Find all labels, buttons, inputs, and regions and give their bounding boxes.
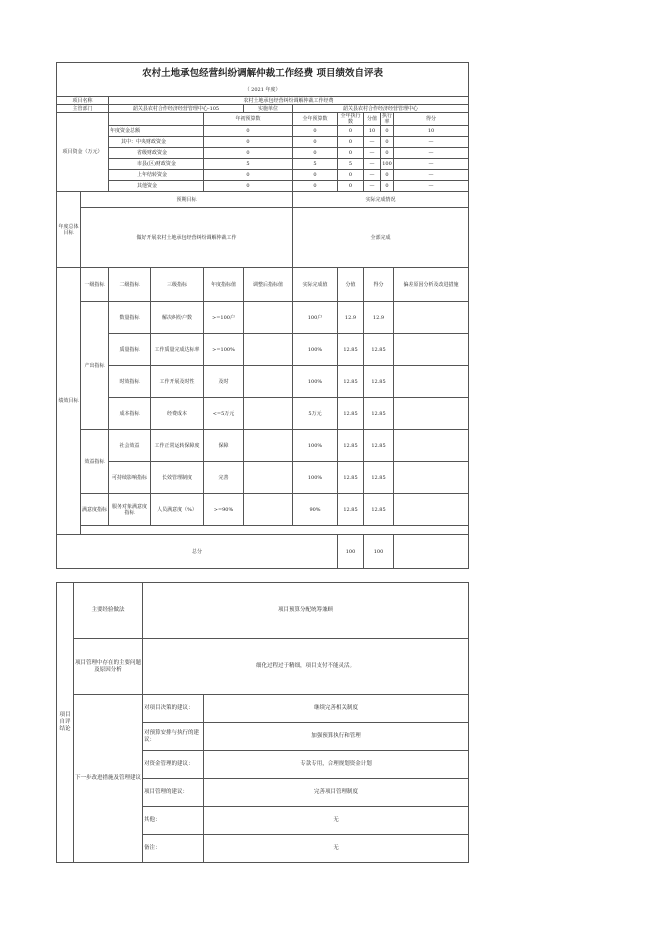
suggestion-label: 对项目决策的建议： <box>143 695 204 723</box>
adjusted-cell <box>244 398 293 430</box>
level1-label: 效益指标 <box>81 430 109 494</box>
actual-cell: 100% <box>293 430 338 462</box>
funds-cell: — <box>364 170 381 181</box>
funds-cell: — <box>394 148 469 159</box>
suggestion-label: 对资金管理的建议： <box>143 751 204 779</box>
level2-cell: 成本指标 <box>109 398 151 430</box>
score-cell: 12.85 <box>338 334 364 366</box>
level2-cell: 质量指标 <box>109 334 151 366</box>
funds-cell: — <box>364 181 381 192</box>
dept-value: 韶关县农村合作经济经营管理中心-105 <box>109 105 244 113</box>
funds-cell: 0 <box>381 181 394 192</box>
experience-value: 项目预算分配统筹兼顾 <box>143 583 469 639</box>
funds-cell: 0 <box>204 181 293 192</box>
funds-cell: 0 <box>381 137 394 148</box>
ind-header: 实际完成值 <box>293 268 338 302</box>
suggestion-value: 无 <box>204 807 469 835</box>
target-cell: >=100% <box>204 334 244 366</box>
funds-cell: 0 <box>381 126 394 137</box>
level3-cell: 工作质量完成达标率 <box>151 334 204 366</box>
funds-header: 执行率 <box>382 113 393 125</box>
funds-cell: 0 <box>338 126 364 137</box>
funds-cell: — <box>364 159 381 170</box>
level3-cell: 经费成本 <box>151 398 204 430</box>
funds-cell: 0 <box>338 170 364 181</box>
funds-cell: 0 <box>204 137 293 148</box>
funds-header: 全年预算数 <box>293 113 338 126</box>
suggestion-value: 专款专用，合理规划资金计划 <box>204 751 469 779</box>
target-cell: <=5万元 <box>204 398 244 430</box>
funds-cell: 0 <box>293 181 338 192</box>
adjusted-cell <box>244 366 293 398</box>
unit-value: 韶关县农村合作经济经营管理中心 <box>293 105 469 113</box>
funds-cell: 0 <box>204 126 293 137</box>
total-note <box>394 535 469 569</box>
adjusted-cell <box>244 302 293 334</box>
funds-row-name: 省级财政资金 <box>109 148 204 159</box>
got-cell: 12.85 <box>364 398 394 430</box>
funds-cell: 0 <box>338 181 364 192</box>
note-cell <box>394 334 469 366</box>
funds-cell: 0 <box>293 126 338 137</box>
funds-cell: 0 <box>204 148 293 159</box>
funds-cell: 0 <box>381 148 394 159</box>
score-cell: 12.85 <box>338 462 364 494</box>
note-cell <box>394 366 469 398</box>
project-name-label: 项目名称 <box>57 97 109 105</box>
funds-label: 项目资金（万元） <box>57 113 109 192</box>
dept-label: 主管部门 <box>57 105 109 113</box>
funds-cell: — <box>364 148 381 159</box>
suggestion-label: 项目管理的建议： <box>143 779 204 807</box>
total-score: 100 <box>338 535 364 569</box>
level3-cell: 解决纠纷户数 <box>151 302 204 334</box>
target-cell: 完善 <box>204 462 244 494</box>
funds-row-name: 市县(区)财政资金 <box>109 159 204 170</box>
funds-cell: 0 <box>381 170 394 181</box>
unit-label: 实施单位 <box>244 105 293 113</box>
funds-cell: — <box>394 181 469 192</box>
funds-cell: 10 <box>364 126 381 137</box>
got-cell: 12.85 <box>364 494 394 526</box>
problems-value: 细化过程过于精细，项目支付不能灵活。 <box>143 639 469 695</box>
got-cell: 12.9 <box>364 302 394 334</box>
level2-cell: 时效指标 <box>109 366 151 398</box>
level3-cell: 工作开展及时性 <box>151 366 204 398</box>
funds-cell: 0 <box>204 170 293 181</box>
goals-label: 年度总体目标 <box>57 192 81 268</box>
goals-expected-header: 预期目标 <box>81 192 293 208</box>
funds-row-name: 上年结转资金 <box>109 170 204 181</box>
problems-label: 项目管理中存在的主要问题及原因分析 <box>74 639 143 695</box>
ind-header: 得分 <box>364 268 394 302</box>
funds-cell: — <box>394 170 469 181</box>
ind-header: 三级指标 <box>151 268 204 302</box>
funds-cell: — <box>394 137 469 148</box>
suggestion-label: 备注： <box>143 835 204 863</box>
score-cell: 12.85 <box>338 366 364 398</box>
funds-row-name: 其中：中央财政资金 <box>109 137 204 148</box>
title-suffix: 项目绩效自评表 <box>316 67 383 79</box>
target-cell: 及时 <box>204 366 244 398</box>
ind-header: 年度指标值 <box>204 268 244 302</box>
level2-cell: 可持续影响指标 <box>109 462 151 494</box>
goals-actual: 全部完成 <box>293 208 469 268</box>
project-name-value: 农村土地承包经营纠纷调解仲裁工作经费 <box>109 97 469 105</box>
got-cell: 12.85 <box>364 430 394 462</box>
funds-cell: — <box>394 159 469 170</box>
ind-header: 分值 <box>338 268 364 302</box>
level1-label: 满意度指标 <box>81 494 109 526</box>
adjusted-cell <box>244 430 293 462</box>
funds-header: 全年执行数 <box>338 113 364 126</box>
year-line: （ 2021 年度） <box>57 85 469 97</box>
funds-cell: 0 <box>293 137 338 148</box>
adjusted-cell <box>244 462 293 494</box>
actual-cell: 5万元 <box>293 398 338 430</box>
total-label: 总分 <box>57 535 338 569</box>
conclusion-label: 项目自评结论 <box>57 583 74 863</box>
score-cell: 12.85 <box>338 494 364 526</box>
funds-row-name: 其他资金 <box>109 181 204 192</box>
level2-cell: 社会效益 <box>109 430 151 462</box>
level3-cell: 人员满意度（%） <box>151 494 204 526</box>
suggestion-label: 其他： <box>143 807 204 835</box>
level3-cell: 长效管理制度 <box>151 462 204 494</box>
actual-cell: 90% <box>293 494 338 526</box>
funds-cell: 10 <box>394 126 469 137</box>
spacer-row <box>81 526 469 535</box>
funds-header-blank <box>109 113 204 126</box>
performance-table <box>56 62 469 569</box>
ind-header: 二级指标 <box>109 268 151 302</box>
target-cell: >=90% <box>204 494 244 526</box>
ind-header: 调整后指标值 <box>244 268 293 302</box>
funds-cell: 5 <box>293 159 338 170</box>
funds-header: 得分 <box>394 113 469 126</box>
ind-header: 一级指标 <box>81 268 109 302</box>
title-main: 农村土地承包经营纠纷调解仲裁工作经费 <box>142 67 314 79</box>
note-cell <box>394 302 469 334</box>
adjusted-cell <box>244 334 293 366</box>
adjusted-cell <box>244 494 293 526</box>
ind-header: 偏差原因分析及改进措施 <box>394 268 469 302</box>
funds-cell: 0 <box>293 170 338 181</box>
page-title <box>57 63 469 85</box>
next-steps-label: 下一步改进措施及管理建议 <box>74 695 143 863</box>
note-cell <box>394 398 469 430</box>
indicators-section-label: 绩效目标 <box>57 268 81 535</box>
suggestion-value: 无 <box>204 835 469 863</box>
funds-row-name: 年度资金总额 <box>109 126 204 137</box>
level1-label: 产出指标 <box>81 302 109 430</box>
suggestion-label: 对预算安排与执行的建议： <box>143 723 204 751</box>
funds-cell: 5 <box>204 159 293 170</box>
target-cell: >=100户 <box>204 302 244 334</box>
level3-cell: 工作正常运转保障度 <box>151 430 204 462</box>
funds-cell: 5 <box>338 159 364 170</box>
suggestion-value: 继续完善相关制度 <box>204 695 469 723</box>
note-cell <box>394 462 469 494</box>
suggestion-value: 完善项目管理制度 <box>204 779 469 807</box>
actual-cell: 100% <box>293 462 338 494</box>
goals-actual-header: 实际完成情况 <box>293 192 469 208</box>
funds-cell: — <box>364 137 381 148</box>
target-cell: 保障 <box>204 430 244 462</box>
actual-cell: 100户 <box>293 302 338 334</box>
got-cell: 12.85 <box>364 366 394 398</box>
score-cell: 12.85 <box>338 430 364 462</box>
suggestion-value: 加强预算执行和管理 <box>204 723 469 751</box>
goals-expected: 做好开展农村土地承包经营纠纷调解仲裁工作 <box>81 208 293 268</box>
experience-label: 主要经验做法 <box>74 583 143 639</box>
funds-header: 年初预算数 <box>204 113 293 126</box>
score-cell: 12.9 <box>338 302 364 334</box>
got-cell: 12.85 <box>364 462 394 494</box>
funds-header: 分值 <box>364 113 381 126</box>
level2-cell: 服务对象满意度指标 <box>109 494 151 526</box>
funds-cell: 0 <box>338 148 364 159</box>
note-cell <box>394 494 469 526</box>
got-cell: 12.85 <box>364 334 394 366</box>
funds-cell: 0 <box>293 148 338 159</box>
note-cell <box>394 430 469 462</box>
conclusion-table <box>56 582 469 863</box>
funds-cell: 100 <box>381 159 394 170</box>
actual-cell: 100% <box>293 334 338 366</box>
funds-cell: 0 <box>338 137 364 148</box>
level2-cell: 数量指标 <box>109 302 151 334</box>
actual-cell: 100% <box>293 366 338 398</box>
score-cell: 12.85 <box>338 398 364 430</box>
total-got: 100 <box>364 535 394 569</box>
